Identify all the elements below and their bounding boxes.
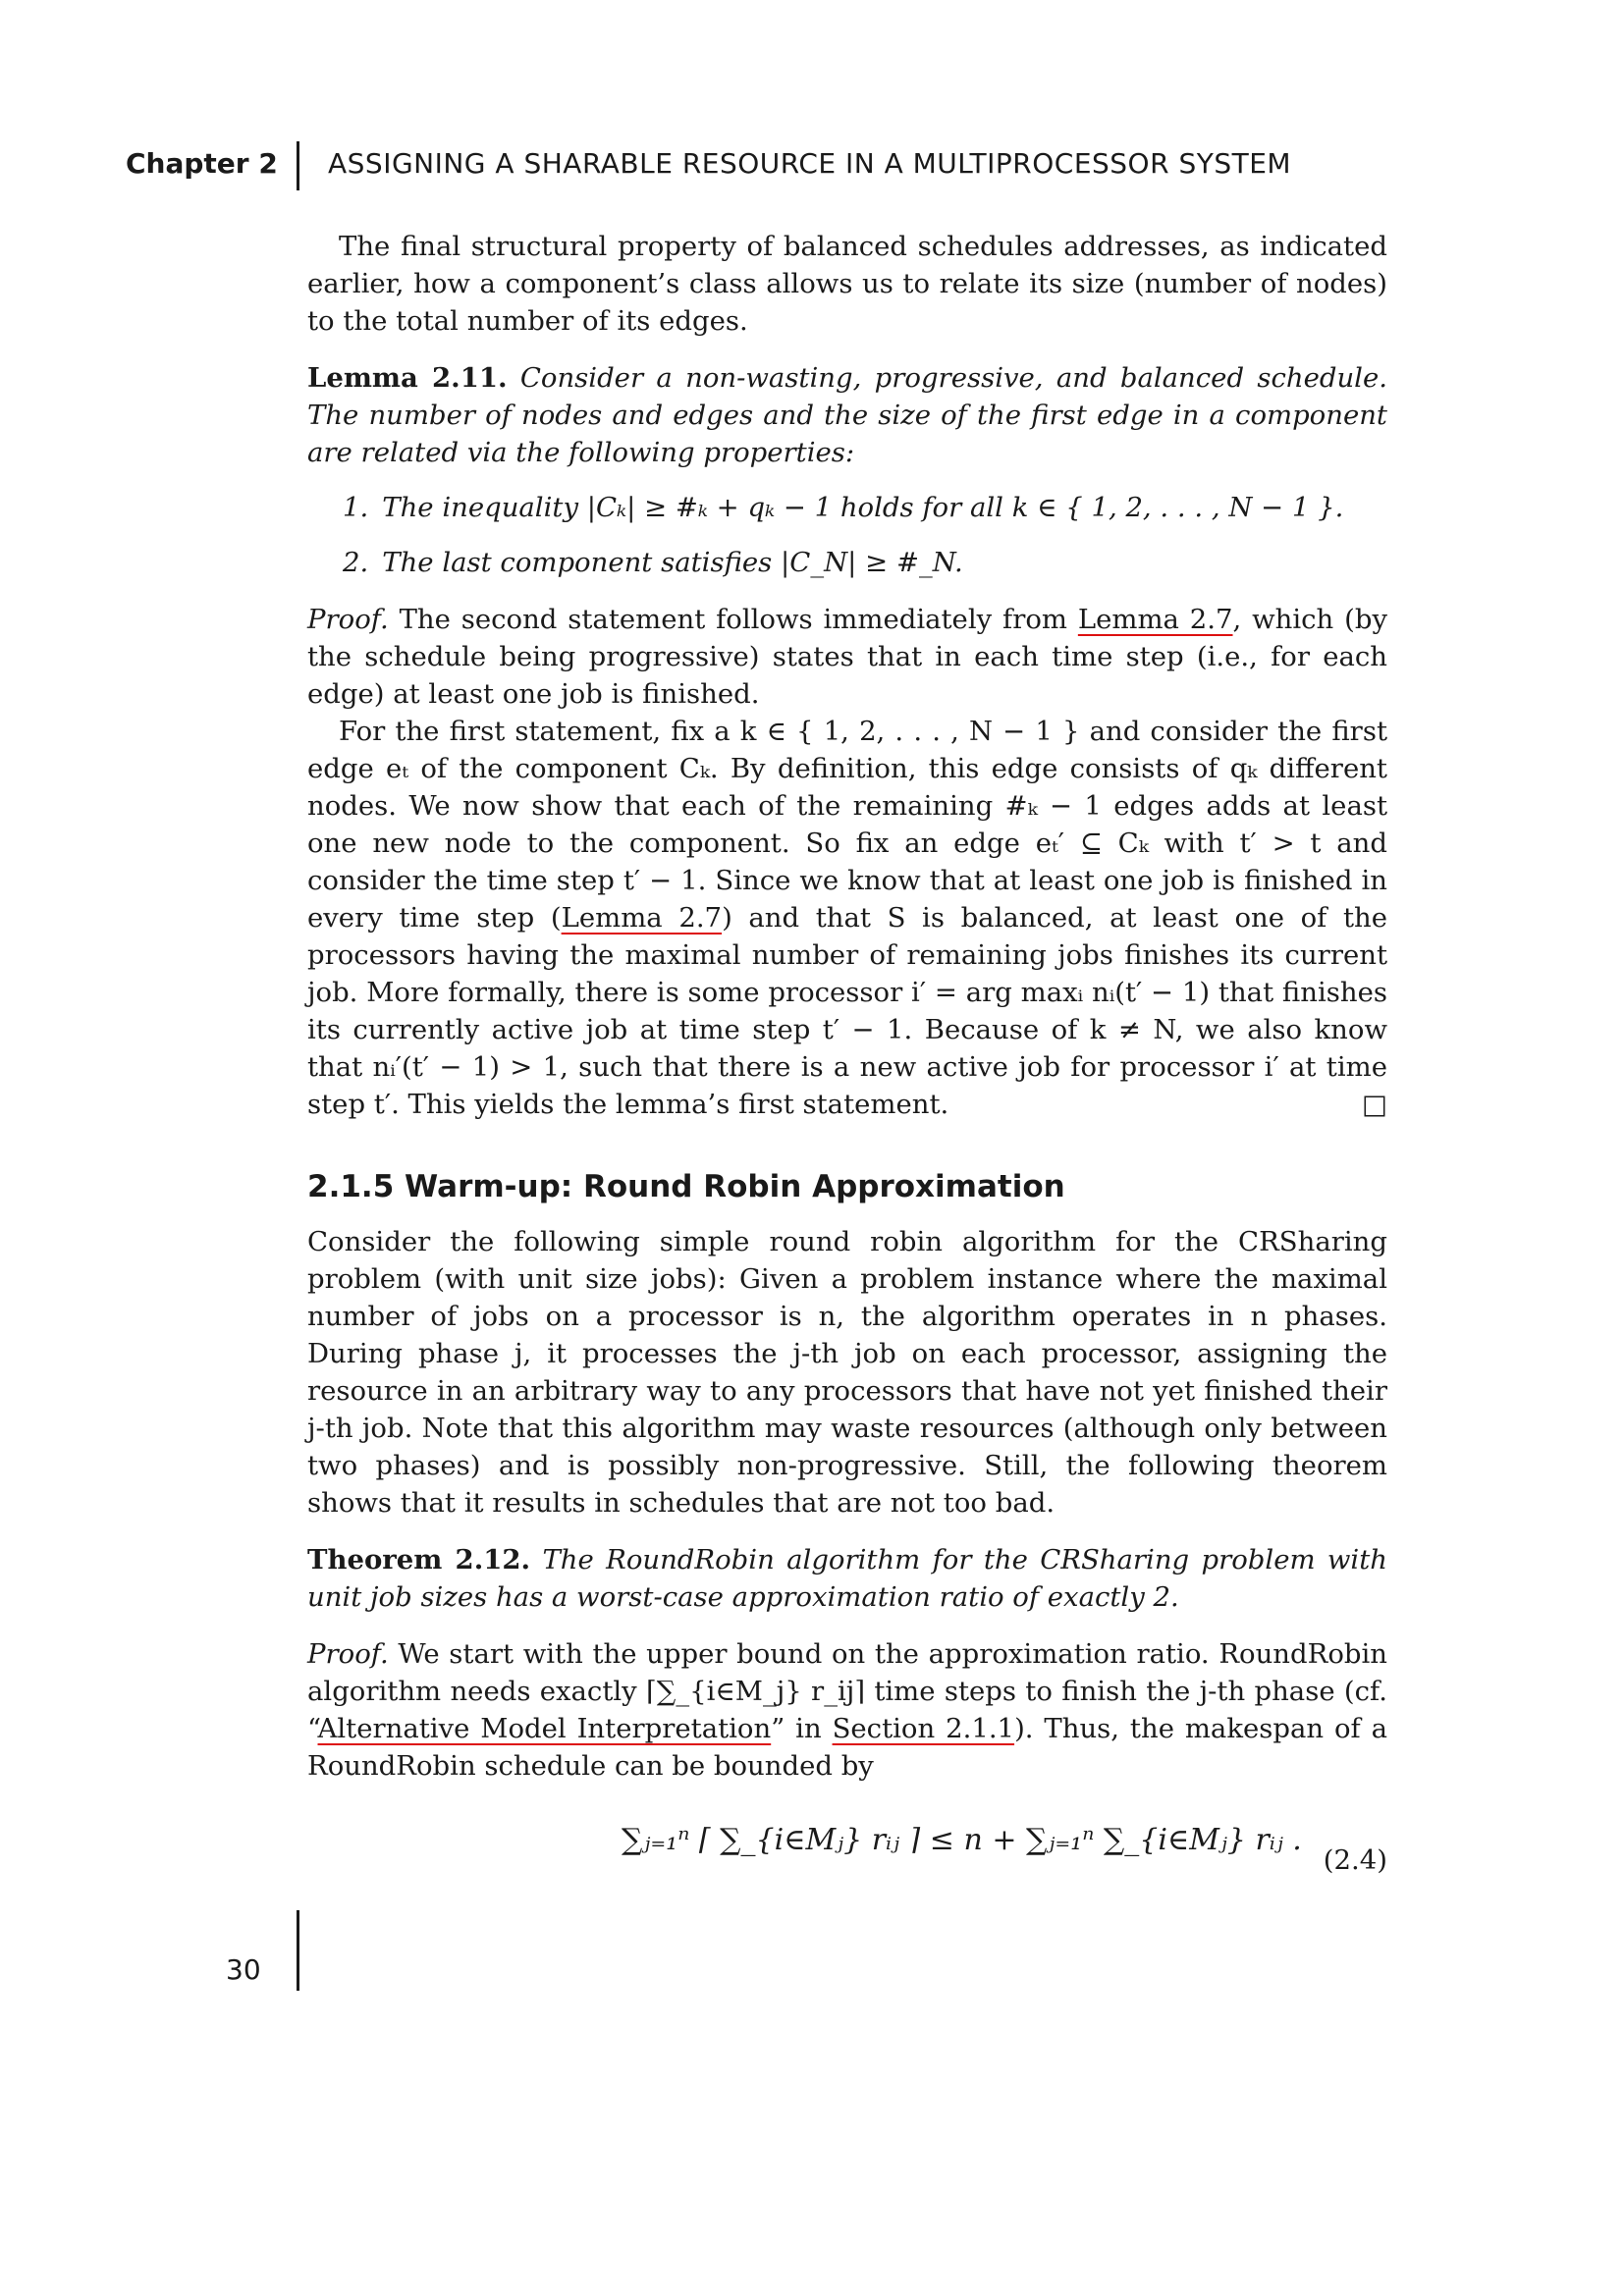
- proof-label: Proof.: [307, 604, 389, 635]
- qed-symbol: □: [1362, 1089, 1387, 1120]
- chapter-title: ASSIGNING A SHARABLE RESOURCE IN A MULTIPROCESSOR SYSTEM: [328, 147, 1292, 180]
- intro-paragraph: The final structural property of balanced schedules addresses, as indicated earlier, how a component’s class allows us to relate its size (number of nodes) to the total number of its edges.: [307, 231, 1387, 337]
- equation-number: (2.4): [1323, 1844, 1387, 1876]
- proof-2-paragraph: Proof. We start with the upper bound on the approximation ratio. RoundRobin algorithm needs exactly ⌈∑_{i∈M_j} r_ij⌉ time steps to finish the j-th phase (cf. “Alternative Model Interpretation” in Section 2.1.1). Thus, the makespan of a RoundRobin schedule can be bounded by: [307, 1638, 1388, 1782]
- proof-label-2: Proof.: [307, 1638, 389, 1670]
- lemma-2-7-link-2[interactable]: Lemma 2.7: [561, 902, 723, 934]
- lemma-2-7-link[interactable]: Lemma 2.7: [1077, 604, 1233, 635]
- page-number: 30: [226, 1953, 261, 1986]
- lemma-2-11: [307, 359, 1387, 471]
- running-header: [0, 147, 1624, 194]
- proof-1-paragraph-2: For the first statement, fix a k ∈ { 1, 2, . . . , N − 1 } and consider the first edge eₜ of the component Cₖ. By definition, this edge consists of qₖ different nodes. We now show that each of the remaining #ₖ − 1 edges adds at least one new node to the component. So fix an edge eₜ′ ⊆ Cₖ with t′ > t and consider the time step t′ − 1. Since we know that at least one job is finished in every time step (Lemma 2.7) and that S is balanced, at least one of the processors having the maximal number of remaining jobs finishes its current job. More formally, there is some processor i′ = arg maxᵢ nᵢ(t′ − 1) that finishes its currently active job at time step t′ − 1. Because of k ≠ N, we also know that nᵢ′(t′ − 1) > 1, such that there is a new active job for processor i′ at time step t′. This yields the lemma’s first statement. □: [307, 713, 1387, 1123]
- header-rule: [297, 141, 299, 190]
- section-2-1-1-link[interactable]: Section 2.1.1: [832, 1713, 1015, 1744]
- equation-2-4: [307, 1812, 1387, 1930]
- chapter-label: Chapter 2: [126, 147, 278, 180]
- lemma-statement: Consider a non-wasting, progressive, and balanced schedule. The number of nodes and edges and the size of the first edge in a component are related via the following properties:: [307, 362, 1387, 468]
- theorem-statement: The RoundRobin algorithm for the CRSharing problem with unit job sizes has a worst-case approximation ratio of exactly 2.: [307, 1544, 1387, 1613]
- theorem-head: Theorem 2.12.: [307, 1544, 531, 1575]
- page-body: [307, 228, 1387, 1930]
- lemma-item-1: 1. The inequality |Cₖ| ≥ #ₖ + qₖ − 1 holds for all k ∈ { 1, 2, . . . , N − 1 }.: [343, 492, 1344, 523]
- theorem-2-12: [307, 1541, 1387, 1616]
- lemma-head: Lemma 2.11.: [307, 362, 508, 394]
- section-title: 2.1.5 Warm-up: Round Robin Approximation: [307, 1169, 1065, 1204]
- proof-1-paragraph-1: Proof. The second statement follows immediately from Lemma 2.7, which (by the schedule being progressive) states that in each time step (i.e., for each edge) at least one job is finished.: [307, 604, 1387, 710]
- lemma-item-2: 2. The last component satisfies |C_N| ≥ #_N.: [343, 547, 963, 578]
- footer-rule: [297, 1910, 299, 1991]
- equation-body: ∑ⱼ₌₁ⁿ ⌈ ∑_{i∈Mⱼ} rᵢⱼ ⌉ ≤ n + ∑ⱼ₌₁ⁿ ∑_{i∈Mⱼ} rᵢⱼ .: [622, 1823, 1302, 1857]
- alt-model-link[interactable]: Alternative Model Interpretation: [317, 1713, 772, 1744]
- section-paragraph: Consider the following simple round robin algorithm for the CRSharing problem (with unit size jobs): Given a problem instance where the maximal number of jobs on a processor is n, the algorithm operates in n phases. During phase j, it processes the j-th job on each processor, assigning the resource in an arbitrary way to any processors that have not yet finished their j-th job. Note that this algorithm may waste resources (although only between two phases) and is possibly non-progressive. Still, the following theorem shows that it results in schedules that are not too bad.: [307, 1226, 1387, 1519]
